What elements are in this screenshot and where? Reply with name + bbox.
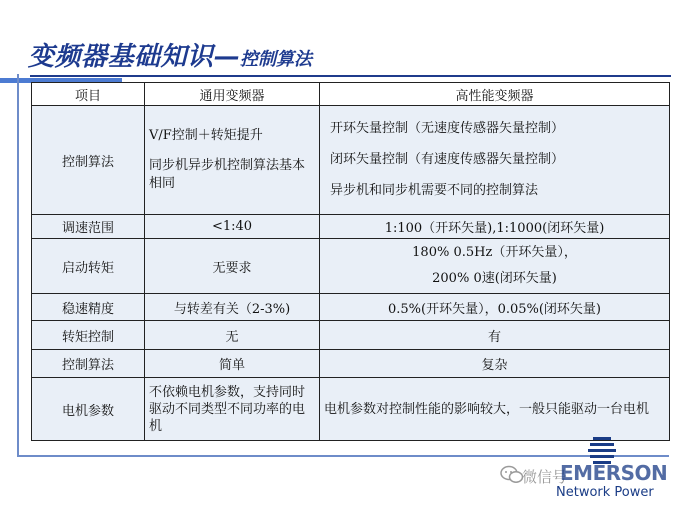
- high-cell: [320, 106, 670, 215]
- high-cell: 有: [320, 321, 670, 350]
- row-label: 稳速精度: [32, 294, 145, 321]
- high-line: 200% 0速(闭环矢量): [432, 271, 557, 286]
- table-row: [32, 215, 670, 239]
- high-cell: 电机参数对控制性能的影响较大，一般只能驱动一台电机: [320, 378, 670, 441]
- header-high-performance: 高性能变频器: [320, 83, 670, 106]
- comparison-table: [31, 82, 670, 441]
- title-rule: [30, 75, 671, 77]
- left-border-line: [17, 74, 19, 457]
- watermark-text: 微信号: [522, 468, 568, 486]
- general-cell: [145, 106, 320, 215]
- emerson-mark-icon: [587, 434, 617, 464]
- general-cell: 无要求: [145, 239, 320, 294]
- general-cell: 与转差有关（2-3%): [145, 294, 320, 321]
- brand-tagline: Network Power: [556, 485, 654, 500]
- emerson-logo: [500, 436, 688, 511]
- high-cell: 1:100（开环矢量),1:1000(闭环矢量): [320, 215, 670, 239]
- row-label: 控制算法: [32, 350, 145, 378]
- row-label: 启动转矩: [32, 239, 145, 294]
- general-cell: 不依赖电机参数，支持同时驱动不同类型不同功率的电机: [145, 378, 320, 441]
- high-cell: [320, 239, 670, 294]
- table-row: [32, 239, 670, 294]
- general-cell: 无: [145, 321, 320, 350]
- general-line: V/F控制＋转矩提升: [149, 128, 263, 143]
- wechat-icon: [500, 465, 524, 485]
- high-cell: 复杂: [320, 350, 670, 378]
- header-item: 项目: [32, 83, 145, 106]
- high-line: 闭环矢量控制（有速度传感器矢量控制）: [330, 152, 565, 167]
- general-cell: 简单: [145, 350, 320, 378]
- table-row: [32, 378, 670, 441]
- table-header-row: [32, 83, 670, 106]
- high-line: 开环矢量控制（无速度传感器矢量控制）: [330, 121, 565, 136]
- row-label: 转矩控制: [32, 321, 145, 350]
- title-sub: 控制算法: [240, 49, 313, 70]
- general-line: 同步机异步机控制算法基本相同: [149, 158, 306, 191]
- row-label: 电机参数: [32, 378, 145, 441]
- slide-title: [28, 44, 312, 70]
- brand-name: EMERSON: [560, 461, 668, 485]
- row-label: 调速范围: [32, 215, 145, 239]
- high-line: 180% 0.5Hz（开环矢量），: [412, 245, 577, 260]
- table-row: [32, 294, 670, 321]
- title-main: 变频器基础知识—: [28, 42, 241, 72]
- header-general: 通用变频器: [145, 83, 320, 106]
- table-row: [32, 106, 670, 215]
- table-row: [32, 350, 670, 378]
- high-cell: 0.5%(开环矢量），0.05%(闭环矢量): [320, 294, 670, 321]
- row-label: 控制算法: [32, 106, 145, 215]
- high-line: 异步机和同步机需要不同的控制算法: [330, 183, 539, 198]
- table-row: [32, 321, 670, 350]
- general-cell: <1:40: [145, 215, 320, 239]
